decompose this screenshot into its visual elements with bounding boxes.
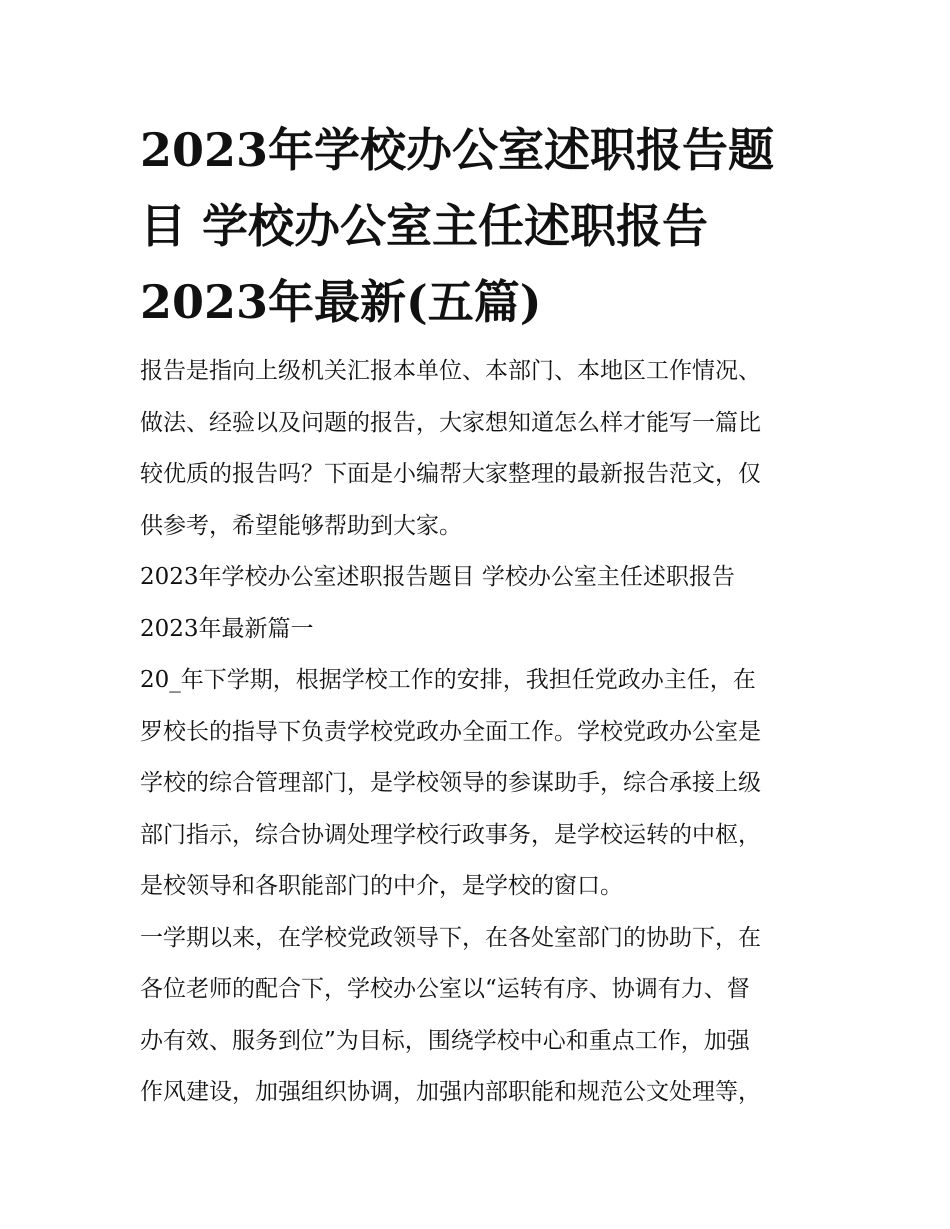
intro-paragraph bbox=[140, 346, 820, 552]
section-heading bbox=[140, 552, 820, 655]
text-line: 供参考，希望能够帮助到大家。 bbox=[140, 512, 462, 539]
document-page bbox=[140, 112, 820, 1119]
text-line: 做法、经验以及问题的报告，大家想知道怎么样才能写一篇比 bbox=[140, 409, 761, 436]
body-paragraph bbox=[140, 913, 820, 1119]
document-title bbox=[140, 112, 820, 340]
text-line: 是校领导和各职能部门的中介，是学校的窗口。 bbox=[140, 873, 623, 899]
text-line: 较优质的报告吗？下面是小编帮大家整理的最新报告范文，仅 bbox=[140, 461, 761, 487]
text-line: 各位老师的配合下，学校办公室以“运转有序、协调有力、督 bbox=[140, 976, 750, 1002]
text-line: 一学期以来，在学校党政领导下，在各处室部门的协助下，在 bbox=[140, 924, 761, 951]
title-line: 2023年最新(五篇) bbox=[140, 275, 542, 329]
text-line: 学校的综合管理部门，是学校领导的参谋助手，综合承接上级 bbox=[140, 770, 761, 796]
text-line: 20_年下学期，根据学校工作的安排，我担任党政办主任，在 bbox=[140, 667, 756, 693]
text-line: 部门指示，综合协调处理学校行政事务，是学校运转的中枢， bbox=[140, 821, 761, 848]
body-paragraph bbox=[140, 655, 820, 913]
text-line: 2023年最新篇一 bbox=[140, 615, 314, 642]
title-line: 2023年学校办公室述职报告题 bbox=[140, 123, 775, 177]
text-line: 作风建设，加强组织协调，加强内部职能和规范公文处理等， bbox=[140, 1079, 761, 1105]
title-line: 目 学校办公室主任述职报告 bbox=[140, 199, 709, 253]
text-line: 办有效、服务到位”为目标，围绕学校中心和重点工作，加强 bbox=[140, 1027, 750, 1054]
text-line: 罗校长的指导下负责学校党政办全面工作。学校党政办公室是 bbox=[140, 718, 761, 745]
text-line: 2023年学校办公室述职报告题目 学校办公室主任述职报告 bbox=[140, 564, 735, 590]
text-line: 报告是指向上级机关汇报本单位、本部门、本地区工作情况、 bbox=[140, 358, 761, 384]
